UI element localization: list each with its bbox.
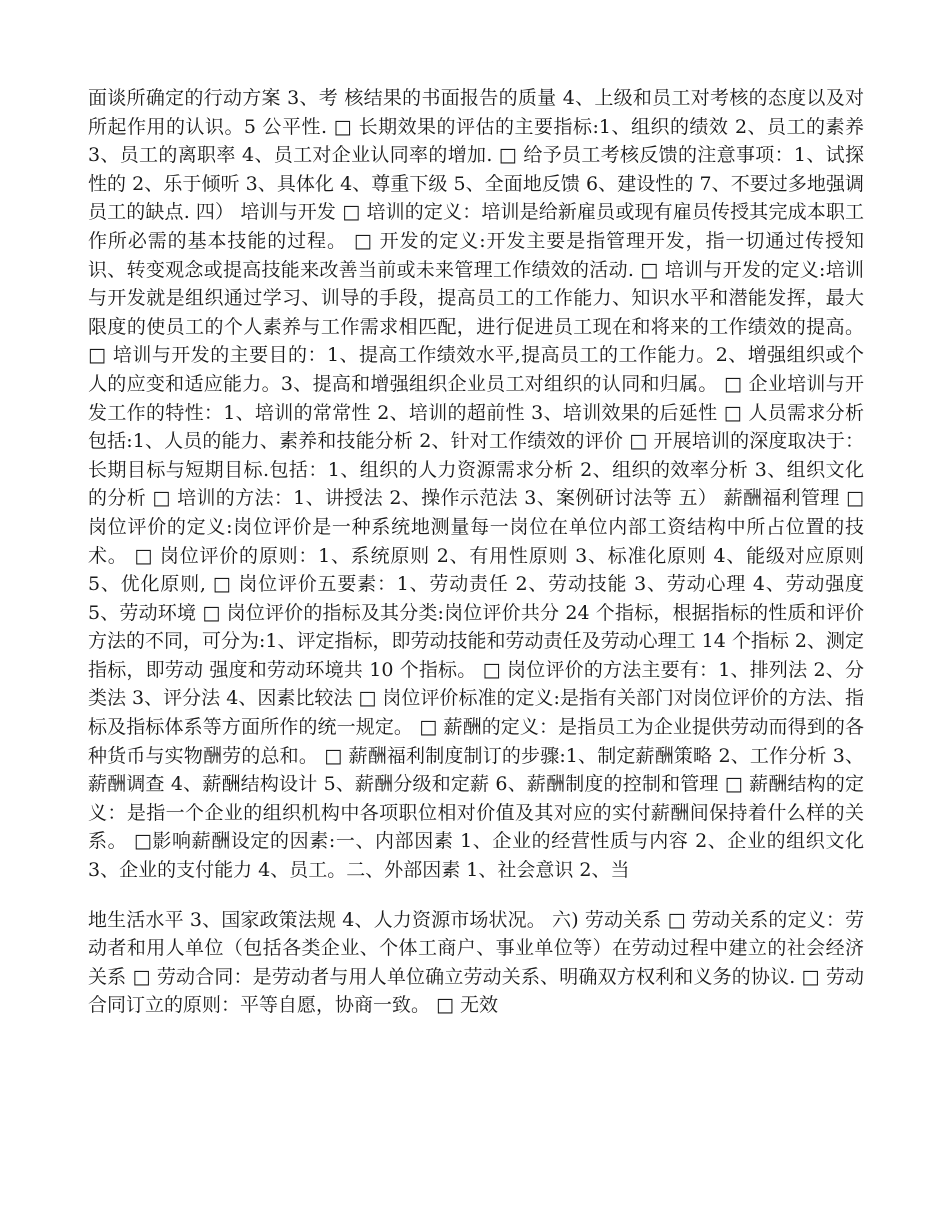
paragraph-1: 面谈所确定的行动方案 3、考 核结果的书面报告的质量 4、上级和员工对考核的态度以及对所起作用的认识。5 公平性. □ 长期效果的评估的主要指标:1、组织的绩效 2、员工的素养 3、员工的离职率 4、员工对企业认同率的增加. □ 给予员工考核反馈的注意事项：1、试探性的 2、乐于倾听 3、具体化 4、尊重下级 5、全面地反馈 6、建设性的 7、不要过多地强调员工的缺点. 四） 培训与开发 □ 培训的定义：培训是给新雇员或现有雇员传授其完成本职工作所必需的基本技能的过程。 □ 开发的定义:开发主要是指管理开发，指一切通过传授知识、转变观念或提高技能来改善当前或未来管理工作绩效的活动. □ 培训与开发的定义:培训与开发就是组织通过学习、训导的手段，提高员工的工作能力、知识水平和潜能发挥，最大限度的使员工的个人素养与工作需求相匹配，进行促进员工现在和将来的工作绩效的提高。 □ 培训与开发的主要目的：1、提高工作绩效水平,提高员工的工作能力。2、增强组织或个人的应变和适应能力。3、提高和增强组织企业员工对组织的认同和归属。 □ 企业培训与开发工作的特性：1、培训的常常性 2、培训的超前性 3、培训效果的后延性 □ 人员需求分析包括:1、人员的能力、素养和技能分析 2、针对工作绩效的评价 □ 开展培训的深度取决于：长期目标与短期目标.包括：1、组织的人力资源需求分析 2、组织的效率分析 3、组织文化的分析 □ 培训的方法：1、讲授法 2、操作示范法 3、案例研讨法等 五） 薪酬福利管理 □ 岗位评价的定义:岗位评价是一种系统地测量每一岗位在单位内部工资结构中所占位置的技术。 □ 岗位评价的原则：1、系统原则 2、有用性原则 3、标准化原则 4、能级对应原则 5、优化原则, □ 岗位评价五要素：1、劳动责任 2、劳动技能 3、劳动心理 4、劳动强度 5、劳动环境 □ 岗位评价的指标及其分类:岗位评价共分 24 个指标，根据指标的性质和评价方法的不同，可分为:1、评定指标，即劳动技能和劳动责任及劳动心理工 14 个指标 2、测定指标，即劳动 强度和劳动环境共 10 个指标。 □ 岗位评价的方法主要有：1、排列法 2、分类法 3、评分法 4、因素比较法 □ 岗位评价标准的定义:是指有关部门对岗位评价的方法、指标及指标体系等方面所作的统一规定。 □ 薪酬的定义：是指员工为企业提供劳动而得到的各种货币与实物酬劳的总和。 □ 薪酬福利制度制订的步骤:1、制定薪酬策略 2、工作分析 3、薪酬调查 4、薪酬结构设计 5、薪酬分级和定薪 6、薪酬制度的控制和管理 □ 薪酬结构的定义：是指一个企业的组织机构中各项职位相对价值及其对应的实付薪酬间保持着什么样的关系。 □影响薪酬设定的因素:一、内部因素 1、企业的经营性质与内容 2、企业的组织文化 3、企业的支付能力 4、员工。二、外部因素 1、社会意识 2、当 bbox=[88, 87, 864, 882]
document-page bbox=[88, 84, 864, 1020]
paragraph-2: 地生活水平 3、国家政策法规 4、人力资源市场状况。 六) 劳动关系 □ 劳动关系的定义：劳动者和用人单位（包括各类企业、个体工商户、事业单位等）在劳动过程中建立的社会经济关系 □ 劳动合同：是劳动者与用人单位确立劳动关系、明确双方权利和义务的协议. □ 劳动合同订立的原则：平等自愿，协商一致。 □ 无效 bbox=[88, 908, 864, 1017]
